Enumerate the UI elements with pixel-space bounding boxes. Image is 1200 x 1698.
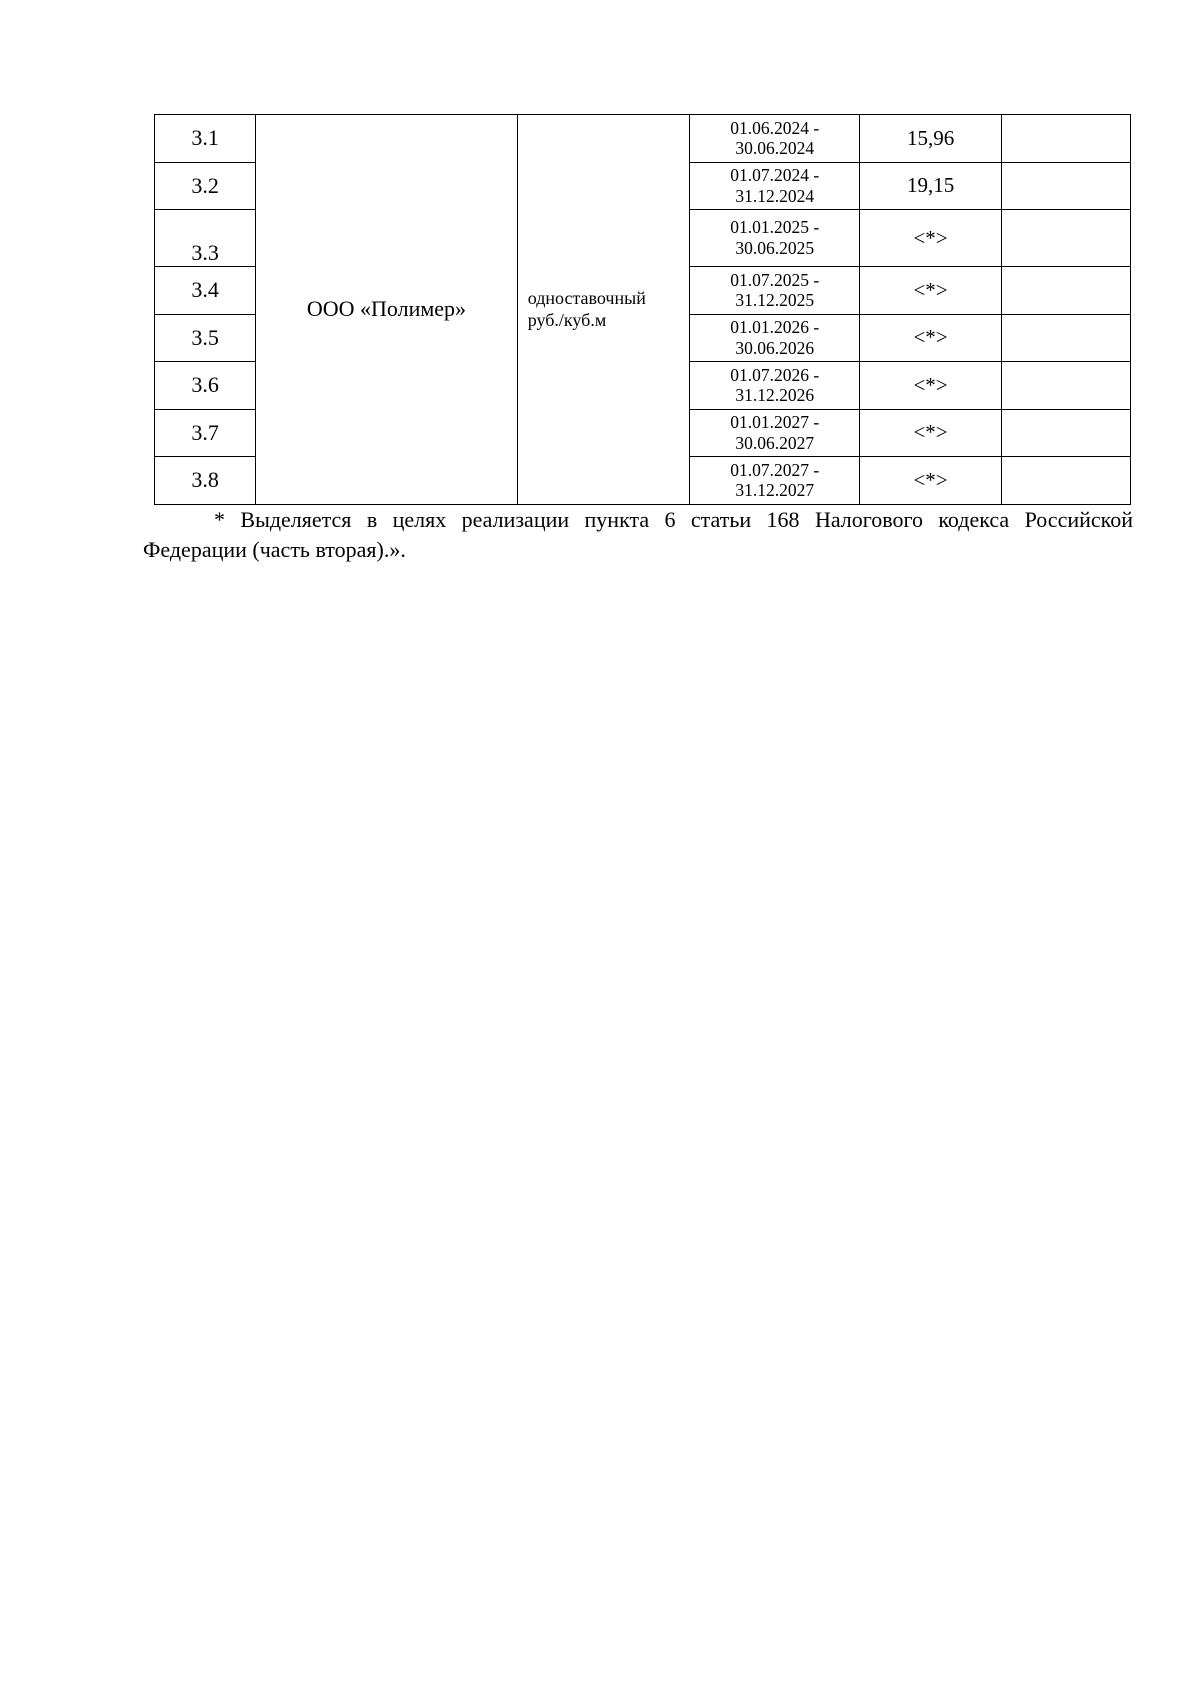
period-start: 01.06.2024 - [730, 117, 820, 138]
organization-name: ООО «Полимер» [256, 115, 518, 505]
tariff-value: 15,96 [860, 115, 1001, 163]
extra-cell [1001, 115, 1130, 163]
tariff-value: <*> [860, 362, 1001, 410]
period-end: 30.06.2025 [735, 238, 815, 258]
tariff-value: <*> [860, 314, 1001, 362]
tariff-value: <*> [860, 457, 1001, 505]
period-cell [690, 457, 860, 505]
tariff-value: <*> [860, 267, 1001, 315]
period-end: 30.06.2027 [735, 432, 815, 453]
row-number: 3.1 [155, 115, 256, 163]
row-number: 3.4 [155, 267, 256, 315]
tariff-value: <*> [860, 409, 1001, 457]
period-start: 01.07.2025 - [730, 269, 820, 290]
period-start: 01.07.2027 - [730, 459, 820, 480]
period-cell [690, 115, 860, 163]
extra-cell [1001, 409, 1130, 457]
extra-cell [1001, 314, 1130, 362]
tariff-table [154, 114, 1131, 505]
period-start: 01.01.2027 - [730, 412, 820, 433]
period-start: 01.07.2026 - [730, 364, 820, 385]
period-end: 30.06.2026 [735, 337, 815, 358]
period-start: 01.07.2024 - [730, 165, 820, 186]
extra-cell [1001, 362, 1130, 410]
row-number: 3.2 [155, 162, 256, 210]
extra-cell [1001, 210, 1130, 267]
tariff-value: 19,15 [860, 162, 1001, 210]
row-number: 3.8 [155, 457, 256, 505]
tariff-value: <*> [860, 210, 1001, 267]
period-end: 31.12.2027 [735, 480, 815, 501]
period-end: 31.12.2025 [735, 290, 815, 311]
tariff-kind: одноставочный [527, 287, 646, 308]
extra-cell [1001, 267, 1130, 315]
tariff-unit: руб./куб.м [527, 310, 607, 331]
extra-cell [1001, 162, 1130, 210]
period-start: 01.01.2025 - [730, 217, 820, 238]
period-end: 30.06.2024 [735, 138, 815, 159]
tariff-kind-cell [517, 115, 689, 505]
period-cell [690, 314, 860, 362]
period-cell [690, 409, 860, 457]
period-cell [690, 362, 860, 410]
row-number: 3.6 [155, 362, 256, 410]
footnote: * Выделяется в целях реализации пункта 6 статьи 168 Налогового кодекса Российской Федерации (часть вторая).». [143, 507, 1133, 562]
row-number: 3.5 [155, 314, 256, 362]
extra-cell [1001, 457, 1130, 505]
row-number: 3.3 [155, 210, 256, 267]
period-cell [690, 267, 860, 315]
row-number: 3.7 [155, 409, 256, 457]
period-cell [690, 162, 860, 210]
period-start: 01.01.2026 - [730, 317, 820, 338]
period-end: 31.12.2026 [735, 385, 815, 406]
period-end: 31.12.2024 [735, 185, 815, 206]
table-row [155, 115, 1131, 163]
period-cell [690, 210, 860, 267]
